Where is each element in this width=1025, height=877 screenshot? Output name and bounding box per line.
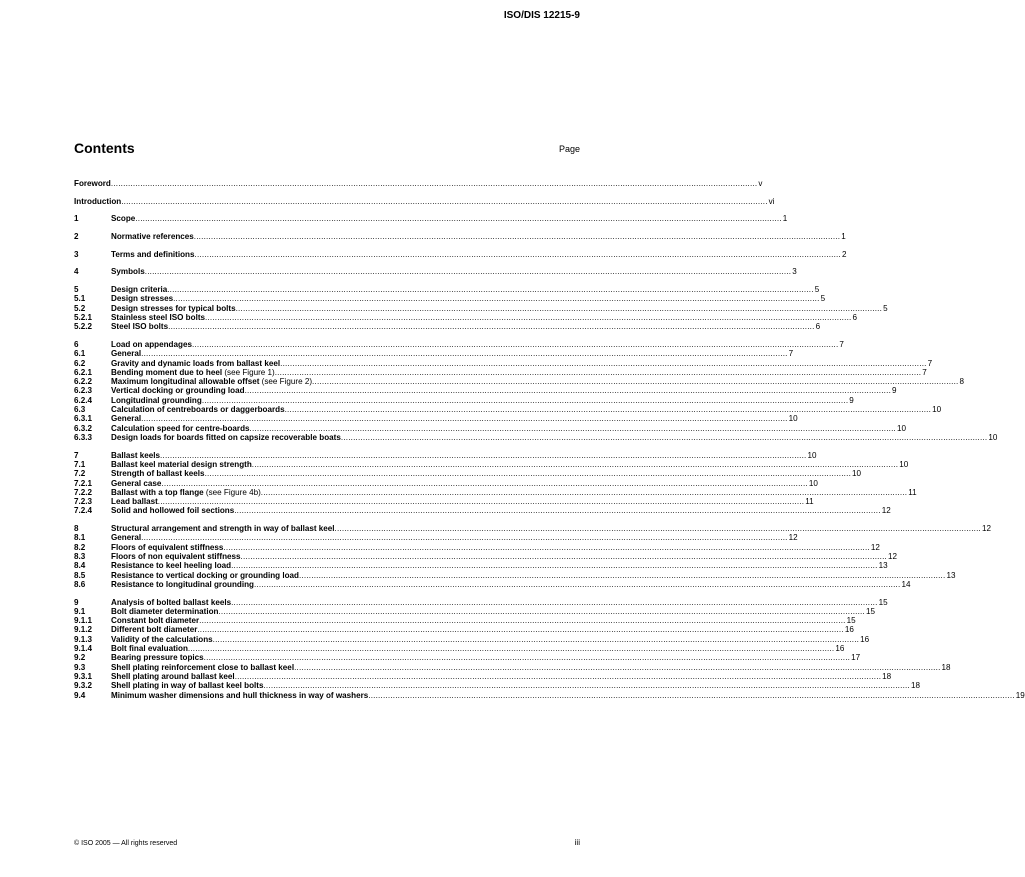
toc-entry-title-wrap	[111, 580, 254, 589]
toc-entry-title-wrap	[111, 359, 280, 368]
toc-entry-title-wrap	[111, 322, 168, 331]
toc-entry-number: 6.2.2	[74, 377, 93, 387]
toc-entry-title-wrap	[111, 460, 252, 469]
table-of-contents	[74, 179, 1025, 700]
toc-dot-leader	[188, 644, 834, 653]
toc-entry-title: Design loads for boards fitted on capsize recoverable boats	[111, 432, 341, 442]
toc-dot-leader	[160, 451, 806, 460]
toc-entry-page: 5	[814, 285, 820, 295]
toc-entry-title-wrap	[111, 349, 141, 358]
toc-dot-leader	[168, 322, 814, 331]
toc-dot-leader	[161, 479, 807, 488]
toc-entry-title: General	[111, 349, 142, 359]
toc-entry-title: Design criteria	[111, 285, 168, 295]
toc-entry-page: 7	[788, 349, 794, 359]
toc-dot-leader	[197, 625, 843, 634]
toc-entry-number: 5	[74, 285, 79, 295]
toc-entry-title: Gravity and dynamic loads from ballast keel	[111, 358, 281, 368]
toc-entry-page: 7	[839, 340, 844, 349]
toc-entry-title: Resistance to longitudinal grounding	[111, 579, 254, 589]
toc-entry-number: 8.3	[74, 552, 86, 562]
toc-entry-number: 6.2.3	[74, 386, 93, 396]
toc-entry-title: Solid and hollowed foil sections	[111, 506, 235, 516]
toc-entry[interactable]	[74, 524, 992, 534]
toc-entry-page: 7	[927, 358, 933, 368]
toc-entry-title-wrap	[111, 386, 245, 395]
toc-entry-number: 9.1.1	[74, 616, 93, 626]
toc-dot-leader	[250, 424, 896, 433]
toc-entry[interactable]	[74, 340, 844, 349]
toc-entry-page: 11	[805, 497, 814, 507]
toc-dot-leader	[199, 616, 845, 625]
toc-entry[interactable]	[74, 625, 854, 635]
toc-entry-title: Bolt final evaluation	[111, 644, 188, 654]
toc-entry-title-wrap	[111, 469, 205, 478]
toc-entry[interactable]	[74, 533, 798, 543]
toc-entry[interactable]	[74, 469, 862, 479]
toc-entry-title-wrap	[111, 368, 275, 377]
toc-entry-number: 8.2	[74, 542, 86, 552]
toc-entry-number: 7	[74, 450, 79, 460]
toc-entry[interactable]	[74, 214, 788, 224]
toc-entry-page: 13	[946, 570, 956, 580]
toc-entry-title-wrap	[111, 340, 192, 349]
toc-entry-note: (see Figure 2)	[259, 377, 313, 387]
toc-entry-title-wrap	[111, 644, 188, 653]
toc-dot-leader	[173, 294, 819, 303]
toc-entry-page: 1	[841, 232, 846, 242]
toc-entry-title: Different bolt diameter	[111, 625, 198, 635]
toc-entry-title-wrap	[111, 497, 158, 506]
toc-dot-leader	[275, 368, 921, 377]
toc-entry-number: 7.2.1	[74, 478, 93, 488]
toc-entry-page: 16	[835, 644, 845, 654]
toc-entry-title-wrap	[111, 635, 213, 644]
toc-entry-title-wrap	[111, 672, 235, 681]
toc-entry-note: (see Figure 4b)	[203, 487, 261, 497]
toc-entry-number: 9.1.2	[74, 625, 93, 635]
toc-entry[interactable]	[74, 249, 847, 259]
toc-entry-number: 6.3.2	[74, 423, 93, 433]
toc-entry-title-wrap	[111, 533, 141, 542]
contents-heading: Contents	[74, 140, 135, 156]
toc-entry-page: 6	[852, 313, 857, 323]
toc-entry-title-wrap	[111, 304, 236, 313]
toc-entry-title: Shell plating in way of ballast keel bolts	[111, 681, 264, 691]
toc-dot-leader	[252, 460, 898, 469]
toc-entry-page: 12	[870, 542, 880, 552]
toc-entry[interactable]	[74, 450, 817, 460]
toc-entry-number: 9.3	[74, 662, 86, 672]
toc-entry-title-wrap	[111, 479, 161, 488]
toc-entry-number: 6.3	[74, 405, 86, 415]
toc-entry-title: General	[111, 533, 142, 543]
toc-entry-title-wrap	[111, 451, 160, 460]
toc-dot-leader	[241, 552, 887, 561]
toc-entry-title-wrap	[111, 598, 231, 607]
toc-entry[interactable]	[74, 690, 1025, 700]
toc-entry[interactable]	[74, 606, 875, 616]
toc-entry-title: Introduction	[74, 196, 122, 206]
toc-entry-number: 6.1	[74, 349, 86, 359]
toc-entry[interactable]	[74, 432, 998, 442]
toc-dot-leader	[111, 179, 757, 188]
toc-entry-title: Strength of ballast keels	[111, 469, 205, 479]
toc-entry-title-wrap	[111, 552, 241, 561]
toc-entry[interactable]	[74, 487, 917, 497]
toc-dot-leader	[263, 681, 909, 690]
toc-entry-page: 2	[841, 249, 847, 259]
toc-entry-title: Bolt diameter determination	[111, 606, 219, 616]
toc-entry[interactable]	[74, 497, 814, 507]
toc-entry-title: Stainless steel ISO bolts	[111, 313, 206, 323]
toc-entry-number: 6.3.1	[74, 414, 93, 424]
toc-entry[interactable]	[74, 405, 942, 415]
toc-entry-title-wrap	[111, 405, 285, 414]
toc-entry-page: 16	[860, 634, 870, 644]
toc-entry-number: 9.1.4	[74, 644, 93, 654]
toc-entry-title-wrap	[111, 691, 368, 700]
toc-entry-title-wrap	[111, 285, 167, 294]
toc-entry-title: Lead ballast	[111, 497, 158, 507]
toc-entry-page: 3	[792, 267, 797, 277]
toc-entry[interactable]	[74, 597, 888, 607]
toc-entry-number: 1	[74, 214, 79, 224]
toc-entry-number: 8.4	[74, 561, 86, 571]
toc-dot-leader	[204, 653, 850, 662]
toc-entry-number: 5.2	[74, 303, 86, 313]
toc-entry-title: Steel ISO bolts	[111, 322, 169, 332]
toc-entry[interactable]	[74, 561, 888, 571]
toc-dot-leader	[254, 580, 900, 589]
toc-entry-title: Ballast with a top flange	[111, 487, 204, 497]
toc-entry-title-wrap	[111, 571, 299, 580]
toc-entry[interactable]	[74, 423, 907, 433]
toc-entry-page: 19	[1015, 690, 1025, 700]
toc-entry-page: 12	[982, 524, 992, 534]
toc-dot-leader	[195, 250, 841, 259]
toc-entry-title-wrap	[111, 313, 205, 322]
toc-entry-number: 7.2.4	[74, 506, 93, 516]
toc-entry[interactable]	[74, 322, 821, 332]
toc-entry-number: 8.1	[74, 533, 86, 543]
toc-dot-leader	[368, 691, 1014, 700]
toc-entry-title: Ballast keel material design strength	[111, 459, 252, 469]
toc-entry[interactable]	[74, 552, 897, 562]
toc-entry-title: Shell plating reinforcement close to ballast keel	[111, 662, 295, 672]
toc-entry-title-wrap	[74, 197, 121, 206]
toc-entry-number: 7.2.2	[74, 487, 93, 497]
toc-entry[interactable]	[74, 367, 927, 377]
toc-dot-leader	[231, 598, 877, 607]
toc-dot-leader	[285, 405, 931, 414]
toc-entry-number: 3	[74, 249, 79, 259]
toc-entry-title: Ballast keels	[111, 450, 161, 460]
toc-entry[interactable]	[74, 414, 798, 424]
toc-dot-leader	[299, 571, 945, 580]
toc-entry-page: 15	[878, 597, 888, 607]
toc-entry-number: 9.3.1	[74, 671, 93, 681]
toc-entry-number: 6.2.4	[74, 395, 93, 405]
toc-entry-number: 2	[74, 232, 79, 242]
toc-entry-title: Vertical docking or grounding load	[111, 386, 245, 396]
toc-dot-leader	[294, 663, 940, 672]
toc-entry-title-wrap	[111, 424, 250, 433]
toc-entry-page: 16	[844, 625, 854, 635]
toc-entry-title: Resistance to keel heeling load	[111, 561, 232, 571]
toc-entry-number: 9.2	[74, 653, 86, 663]
toc-entry-title-wrap	[111, 663, 294, 672]
toc-entry-title: Analysis of bolted ballast keels	[111, 597, 232, 607]
toc-entry-page: 11	[908, 487, 917, 497]
toc-entry-page: 13	[878, 561, 888, 571]
toc-entry-title-wrap	[111, 414, 141, 423]
toc-dot-leader	[280, 359, 926, 368]
toc-entry-title-wrap	[111, 267, 145, 276]
toc-entry[interactable]	[74, 653, 861, 663]
toc-entry[interactable]	[74, 179, 763, 188]
toc-entry-page: 5	[820, 294, 826, 304]
toc-dot-leader	[223, 543, 869, 552]
toc-entry-number: 6	[74, 340, 79, 349]
toc-entry[interactable]	[74, 267, 797, 277]
toc-entry-title: Shell plating around ballast keel	[111, 671, 235, 681]
toc-entry-page: v	[758, 179, 763, 188]
toc-entry[interactable]	[74, 644, 845, 654]
toc-entry-number: 8	[74, 524, 79, 534]
toc-dot-leader	[158, 497, 804, 506]
toc-entry[interactable]	[74, 285, 820, 295]
toc-entry[interactable]	[74, 196, 775, 206]
toc-entry[interactable]	[74, 294, 826, 304]
toc-entry-page: 10	[852, 469, 862, 479]
toc-entry[interactable]	[74, 377, 965, 387]
toc-entry-title: Scope	[111, 214, 136, 224]
toc-dot-leader	[205, 313, 851, 322]
toc-entry[interactable]	[74, 671, 892, 681]
toc-entry-title-wrap	[111, 488, 261, 497]
toc-entry[interactable]	[74, 459, 909, 469]
toc-entry-number: 9	[74, 597, 79, 607]
toc-entry[interactable]	[74, 634, 870, 644]
toc-entry[interactable]	[74, 616, 856, 626]
toc-dot-leader	[135, 214, 781, 223]
toc-entry-page: 18	[882, 671, 892, 681]
toc-entry-page: 15	[846, 616, 856, 626]
toc-entry-number: 5.2.2	[74, 322, 93, 332]
toc-entry-page: 14	[901, 579, 911, 589]
toc-entry-title: Normative references	[111, 232, 194, 242]
toc-entry[interactable]	[74, 395, 854, 405]
toc-entry-page: 10	[808, 478, 818, 488]
toc-entry-title: Foreword	[74, 179, 111, 188]
toc-entry-title-wrap	[111, 232, 194, 241]
toc-entry-number: 5.2.1	[74, 313, 93, 323]
toc-entry-page: 9	[892, 386, 897, 396]
toc-entry-number: 9.1	[74, 606, 86, 616]
toc-entry-title-wrap	[111, 396, 202, 405]
toc-entry-page: 10	[899, 459, 909, 469]
toc-entry[interactable]	[74, 386, 897, 396]
toc-dot-leader	[261, 488, 907, 497]
toc-entry-number: 6.3.3	[74, 432, 93, 442]
toc-entry[interactable]	[74, 358, 933, 368]
toc-dot-leader	[145, 267, 791, 276]
toc-entry-number: 8.6	[74, 579, 86, 589]
toc-entry-page: 9	[849, 395, 854, 405]
toc-entry-page: 12	[881, 506, 891, 516]
toc-entry-number: 7.2	[74, 469, 86, 479]
toc-entry-number: 9.3.2	[74, 681, 93, 691]
toc-entry-title-wrap	[111, 543, 223, 552]
toc-entry-title-wrap	[111, 524, 335, 533]
toc-entry-page: 17	[851, 653, 861, 663]
toc-entry-page: 1	[782, 214, 788, 224]
toc-entry-page: 10	[788, 414, 798, 424]
toc-entry-page: 12	[788, 533, 798, 543]
toc-entry-title-wrap	[111, 681, 263, 690]
toc-dot-leader	[141, 349, 787, 358]
toc-dot-leader	[192, 340, 838, 349]
toc-entry-title-wrap	[111, 607, 218, 616]
toc-entry-page: 15	[865, 606, 875, 616]
toc-dot-leader	[235, 672, 881, 681]
toc-entry-title: Load on appendages	[111, 340, 192, 349]
toc-entry[interactable]	[74, 303, 888, 313]
toc-entry-page: 10	[932, 405, 942, 415]
toc-entry-page: 10	[897, 423, 907, 433]
toc-dot-leader	[335, 524, 981, 533]
toc-entry-page: 5	[883, 303, 888, 313]
toc-dot-leader	[202, 396, 848, 405]
toc-entry-title: General	[111, 414, 142, 424]
toc-entry-title-wrap	[111, 616, 199, 625]
toc-entry-title-wrap	[111, 561, 231, 570]
toc-entry-note: (see Figure 1)	[222, 367, 275, 377]
toc-entry[interactable]	[74, 232, 846, 242]
toc-entry-title: Structural arrangement and strength in way of ballast keel	[111, 524, 335, 534]
toc-entry[interactable]	[74, 662, 951, 672]
copyright-notice: © ISO 2005 — All rights reserved	[74, 840, 178, 847]
toc-entry-title: General case	[111, 478, 162, 488]
toc-dot-leader	[141, 533, 787, 542]
toc-dot-leader	[236, 304, 882, 313]
toc-dot-leader	[194, 232, 840, 241]
toc-dot-leader	[141, 414, 787, 423]
toc-dot-leader	[121, 197, 767, 206]
toc-entry-title: Constant bolt diameter	[111, 616, 200, 626]
toc-entry-title: Design stresses	[111, 294, 174, 304]
toc-entry[interactable]	[74, 681, 920, 691]
toc-entry-number: 5.1	[74, 294, 86, 304]
toc-entry-title: Longitudinal grounding	[111, 395, 202, 405]
toc-entry-number: 7.1	[74, 459, 86, 469]
toc-entry-title: Calculation of centreboards or daggerboards	[111, 405, 285, 415]
toc-entry-title-wrap	[111, 294, 173, 303]
toc-entry-page: vi	[768, 196, 775, 206]
toc-entry[interactable]	[74, 313, 857, 323]
toc-entry-page: 18	[910, 681, 920, 691]
toc-entry-title: Resistance to vertical docking or grounding load	[111, 570, 299, 580]
toc-entry-title-wrap	[111, 377, 312, 386]
toc-entry-title: Terms and definitions	[111, 249, 195, 259]
toc-dot-leader	[167, 285, 813, 294]
toc-dot-leader	[234, 506, 880, 515]
toc-entry-title: Maximum longitudinal allowable offset	[111, 377, 260, 387]
toc-dot-leader	[231, 561, 877, 570]
toc-entry[interactable]	[74, 478, 818, 488]
toc-entry-title-wrap	[111, 214, 135, 223]
toc-entry-number: 9.4	[74, 690, 86, 700]
toc-entry-title-wrap	[111, 433, 341, 442]
toc-dot-leader	[245, 386, 891, 395]
toc-dot-leader	[205, 469, 851, 478]
toc-entry-page: 8	[959, 377, 965, 387]
toc-entry[interactable]	[74, 542, 880, 552]
toc-entry-title: Symbols	[111, 267, 145, 277]
toc-entry-page: 12	[887, 552, 897, 562]
toc-entry-title-wrap	[74, 179, 111, 188]
toc-entry-title: Bearing pressure topics	[111, 653, 204, 663]
toc-entry[interactable]	[74, 506, 891, 516]
toc-dot-leader	[341, 433, 987, 442]
toc-entry-number: 8.5	[74, 570, 86, 580]
toc-entry-page: 6	[815, 322, 821, 332]
toc-entry[interactable]	[74, 570, 956, 580]
toc-entry[interactable]	[74, 579, 911, 589]
toc-dot-leader	[312, 377, 958, 386]
toc-entry-page: 10	[807, 450, 817, 460]
toc-entry-title: Floors of non equivalent stiffness	[111, 552, 241, 562]
toc-entry-title-wrap	[111, 625, 197, 634]
toc-entry-title-wrap	[111, 506, 234, 515]
toc-entry-page: 18	[941, 662, 951, 672]
toc-entry-title-wrap	[111, 250, 195, 259]
toc-entry-page: 7	[922, 367, 927, 377]
toc-entry-page: 10	[988, 432, 998, 442]
toc-entry-number: 6.2.1	[74, 367, 93, 377]
toc-entry-title: Floors of equivalent stiffness	[111, 542, 224, 552]
toc-entry-title-wrap	[111, 653, 204, 662]
toc-dot-leader	[218, 607, 864, 616]
toc-entry-title: Design stresses for typical bolts	[111, 303, 236, 313]
toc-entry-title: Minimum washer dimensions and hull thickness in way of washers	[111, 690, 369, 700]
page-number: iii	[574, 838, 580, 847]
toc-dot-leader	[213, 635, 859, 644]
document-id: ISO/DIS 12215-9	[503, 10, 580, 21]
toc-entry-title: Bending moment due to heel	[111, 367, 223, 377]
toc-entry-title: Calculation speed for centre-boards	[111, 423, 250, 433]
toc-entry-number: 9.1.3	[74, 634, 93, 644]
toc-entry-number: 6.2	[74, 358, 86, 368]
toc-entry-title: Validity of the calculations	[111, 634, 213, 644]
toc-entry-number: 7.2.3	[74, 497, 93, 507]
page-column-label: Page	[558, 144, 580, 154]
toc-entry[interactable]	[74, 349, 794, 359]
toc-entry-number: 4	[74, 267, 79, 277]
